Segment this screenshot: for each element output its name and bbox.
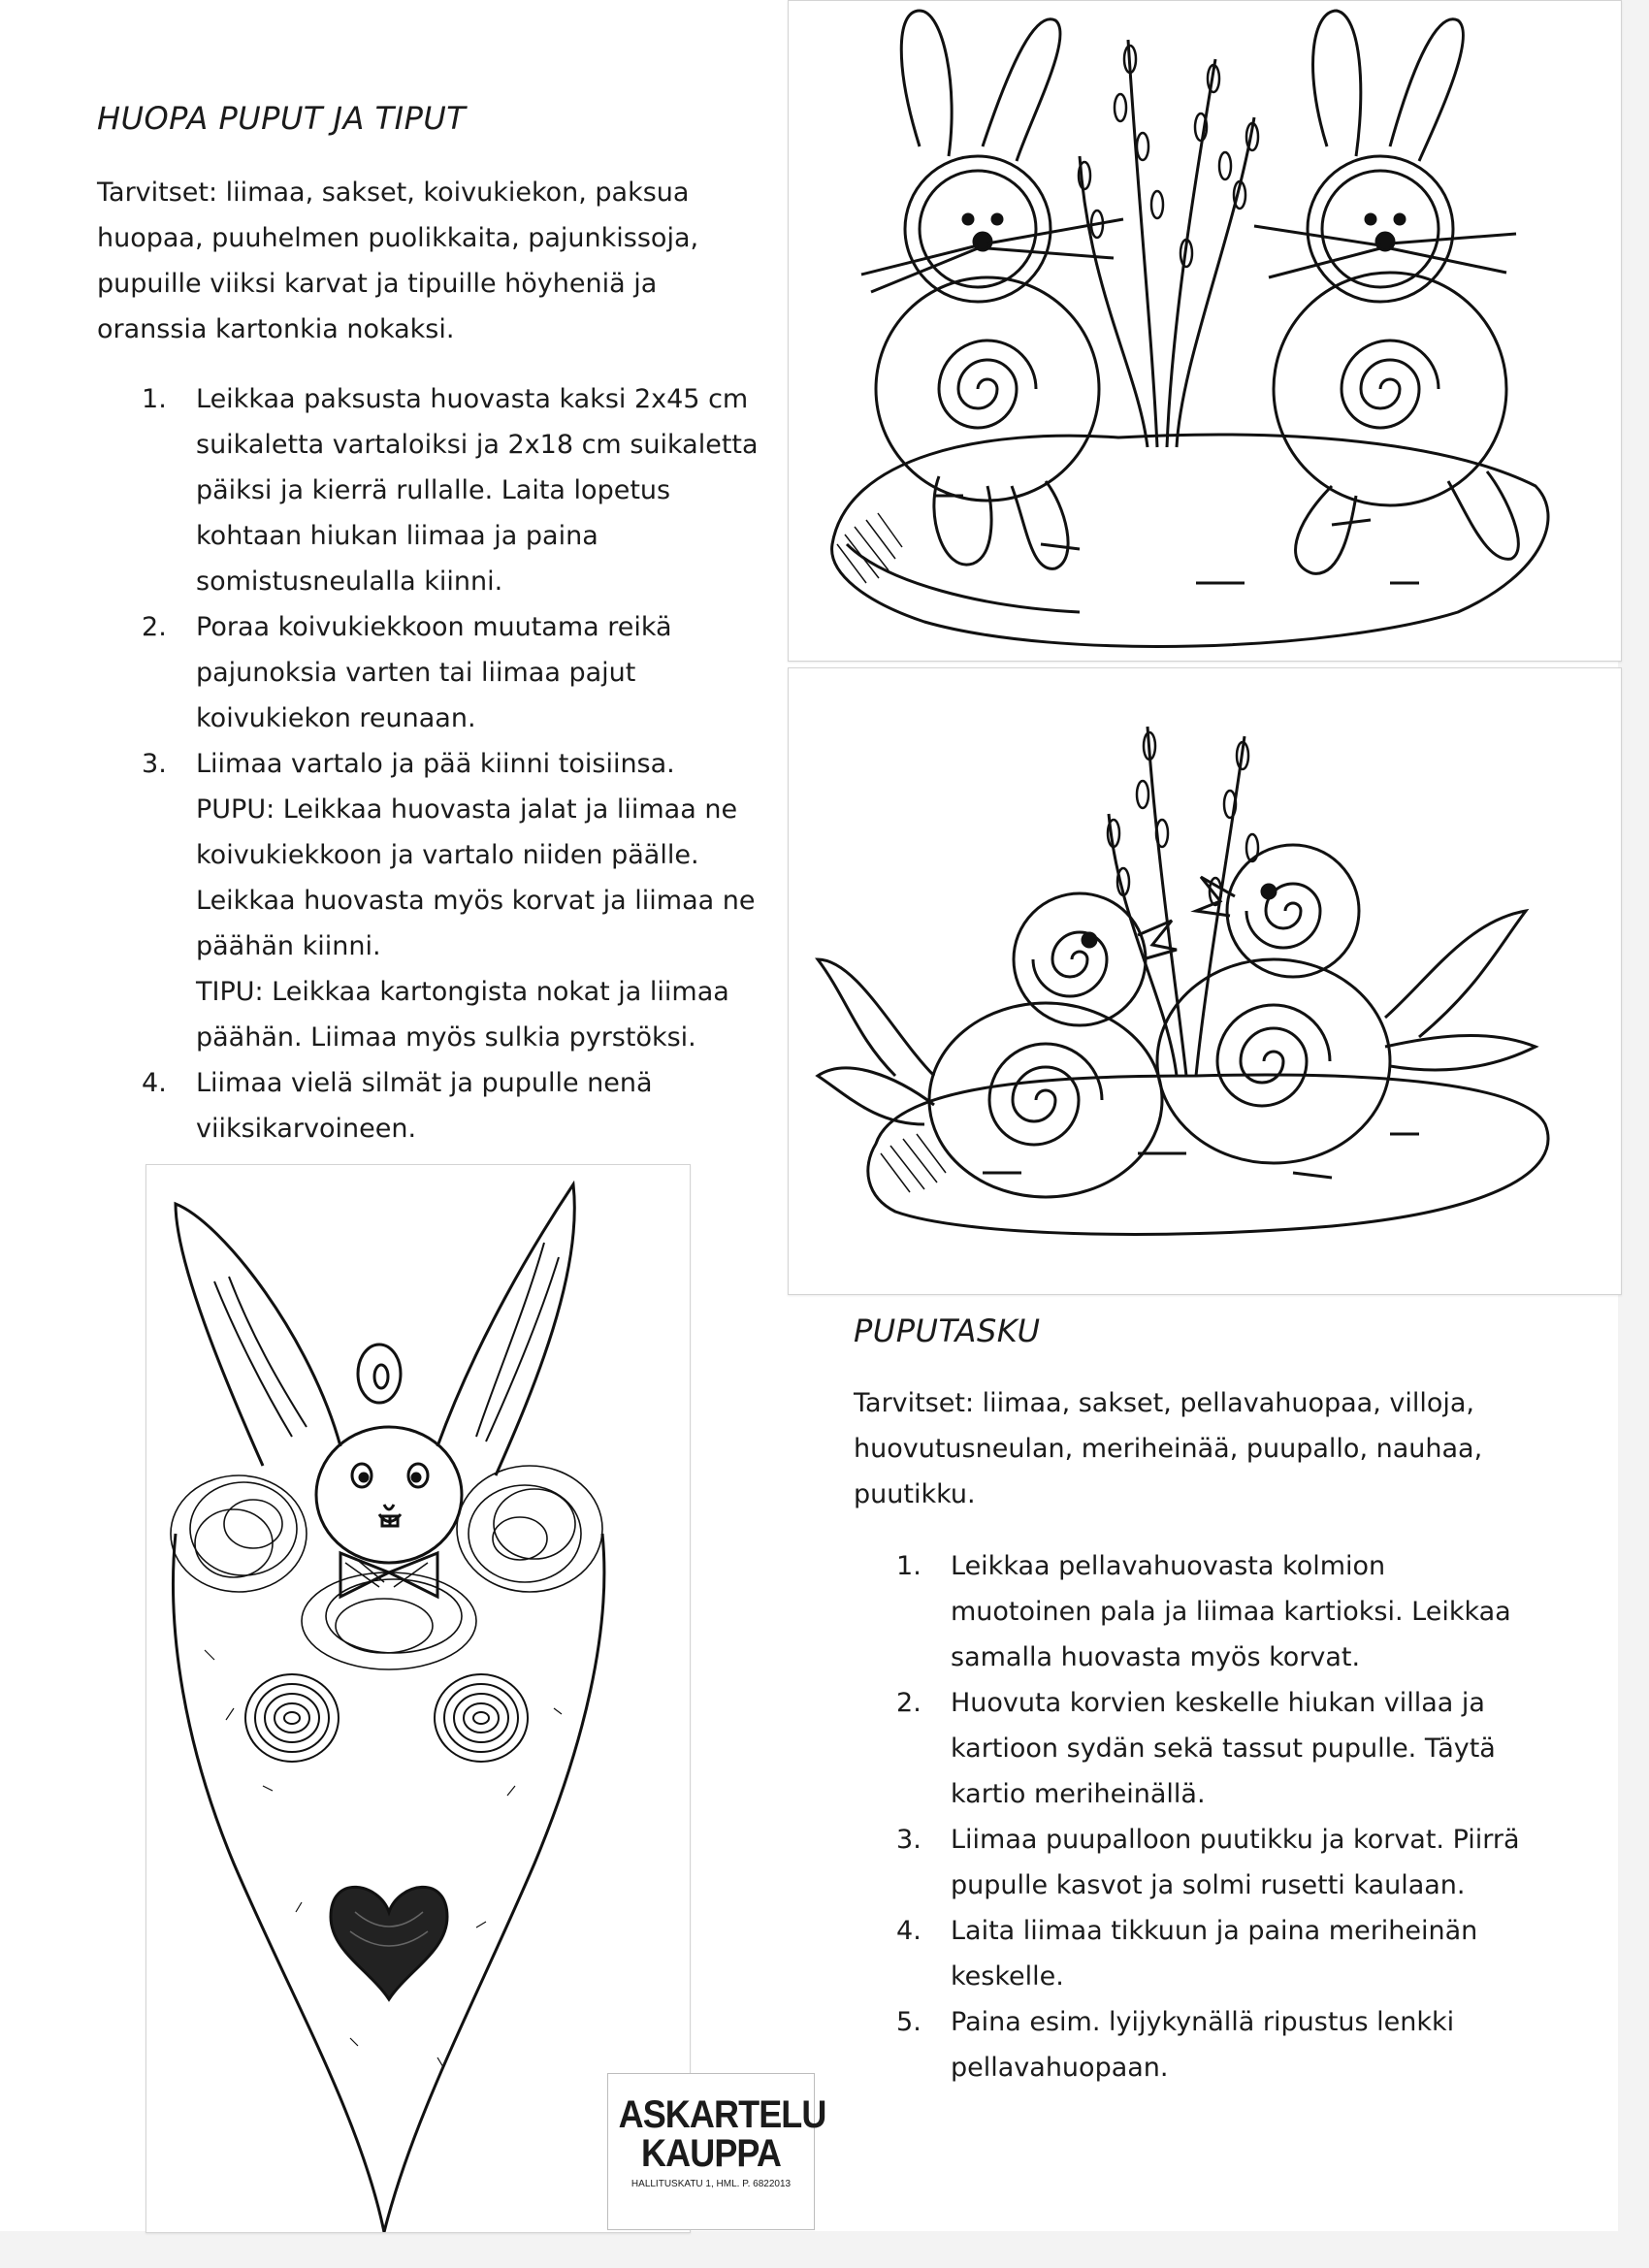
step-text: Liimaa puupalloon puutikku ja korvat. Piirrä pupulle kasvot ja solmi rusetti kaulaan. bbox=[951, 1825, 1520, 1900]
steps-list-2 bbox=[951, 1543, 1533, 2090]
step-item bbox=[951, 1543, 1533, 1680]
step-text: Huovuta korvien keskelle hiukan villaa ja kartioon sydän sekä tassut pupulle. Täytä kartio meriheinällä. bbox=[951, 1688, 1496, 1809]
bunnies-illustration bbox=[788, 0, 1622, 662]
step-item bbox=[951, 1817, 1533, 1908]
step-text: Paina esim. lyijykynällä ripustus lenkki pellavahuopaan. bbox=[951, 2007, 1455, 2083]
supplies-text-1: Tarvitset: liimaa, sakset, koivukiekon, paksua huopaa, puuhelmen puolikkaita, pajunkissoja, pupuille viiksi karvat ja tipuille höyheniä ja oranssia kartonkia nokaksi. bbox=[97, 178, 699, 344]
section-title-huopa: HUOPA PUPUT JA TIPUT bbox=[97, 100, 467, 137]
bunnies-drawing bbox=[789, 1, 1621, 661]
logo-line-1: ASKARTELU bbox=[618, 2093, 826, 2136]
chicks-drawing bbox=[789, 668, 1621, 1294]
step-item bbox=[196, 376, 768, 604]
chicks-illustration bbox=[788, 667, 1622, 1295]
step-text: Laita liimaa tikkuun ja paina meriheinän keskelle. bbox=[951, 1916, 1478, 1992]
shop-logo bbox=[607, 2073, 826, 2230]
step-text: Liimaa vartalo ja pää kiinni toisiinsa. bbox=[196, 749, 675, 779]
step-item bbox=[951, 1908, 1533, 1999]
step-note-tipu: TIPU: Leikkaa kartongista nokat ja liimaa päähän. Liimaa myös sulkia pyrstöksi. bbox=[196, 977, 729, 1053]
step-item bbox=[196, 1060, 768, 1151]
step-item bbox=[951, 1680, 1533, 1817]
step-item bbox=[196, 741, 768, 1060]
supplies-text-2: Tarvitset: liimaa, sakset, pellavahuopaa, villoja, huovutusneulan, meriheinää, puupallo, nauhaa, puutikku. bbox=[854, 1388, 1483, 1509]
step-text: Leikkaa pellavahuovasta kolmion muotoinen pala ja liimaa kartioksi. Leikkaa samalla huovasta myös korvat. bbox=[951, 1551, 1511, 1672]
step-text: Liimaa vielä silmät ja pupulle nenä viiksikarvoineen. bbox=[196, 1068, 653, 1144]
logo-address: HALLITUSKATU 1, HML. P. 6822013 bbox=[630, 2179, 792, 2189]
steps-list-1 bbox=[196, 376, 768, 1151]
step-text: Poraa koivukiekkoon muutama reikä pajunoksia varten tai liimaa pajut koivukiekon reunaan. bbox=[196, 612, 672, 733]
step-item bbox=[196, 604, 768, 741]
step-item bbox=[951, 1999, 1533, 2090]
logo-line-2: KAUPPA bbox=[641, 2132, 781, 2175]
step-note-pupu: PUPU: Leikkaa huovasta jalat ja liimaa ne koivukiekkoon ja vartalo niiden päälle. Leikkaa huovasta myös korvat ja liimaa ne päähän kiinni. bbox=[196, 794, 756, 961]
section-title-puputasku: PUPUTASKU bbox=[854, 1312, 1041, 1349]
bunny-cone-drawing bbox=[146, 1165, 690, 2232]
step-text: Leikkaa paksusta huovasta kaksi 2x45 cm suikaletta vartaloiksi ja 2x18 cm suikaletta päiksi ja kierrä rullalle. Laita lopetus kohtaan hiukan liimaa ja paina somistusneulalla kiinni. bbox=[196, 384, 759, 597]
